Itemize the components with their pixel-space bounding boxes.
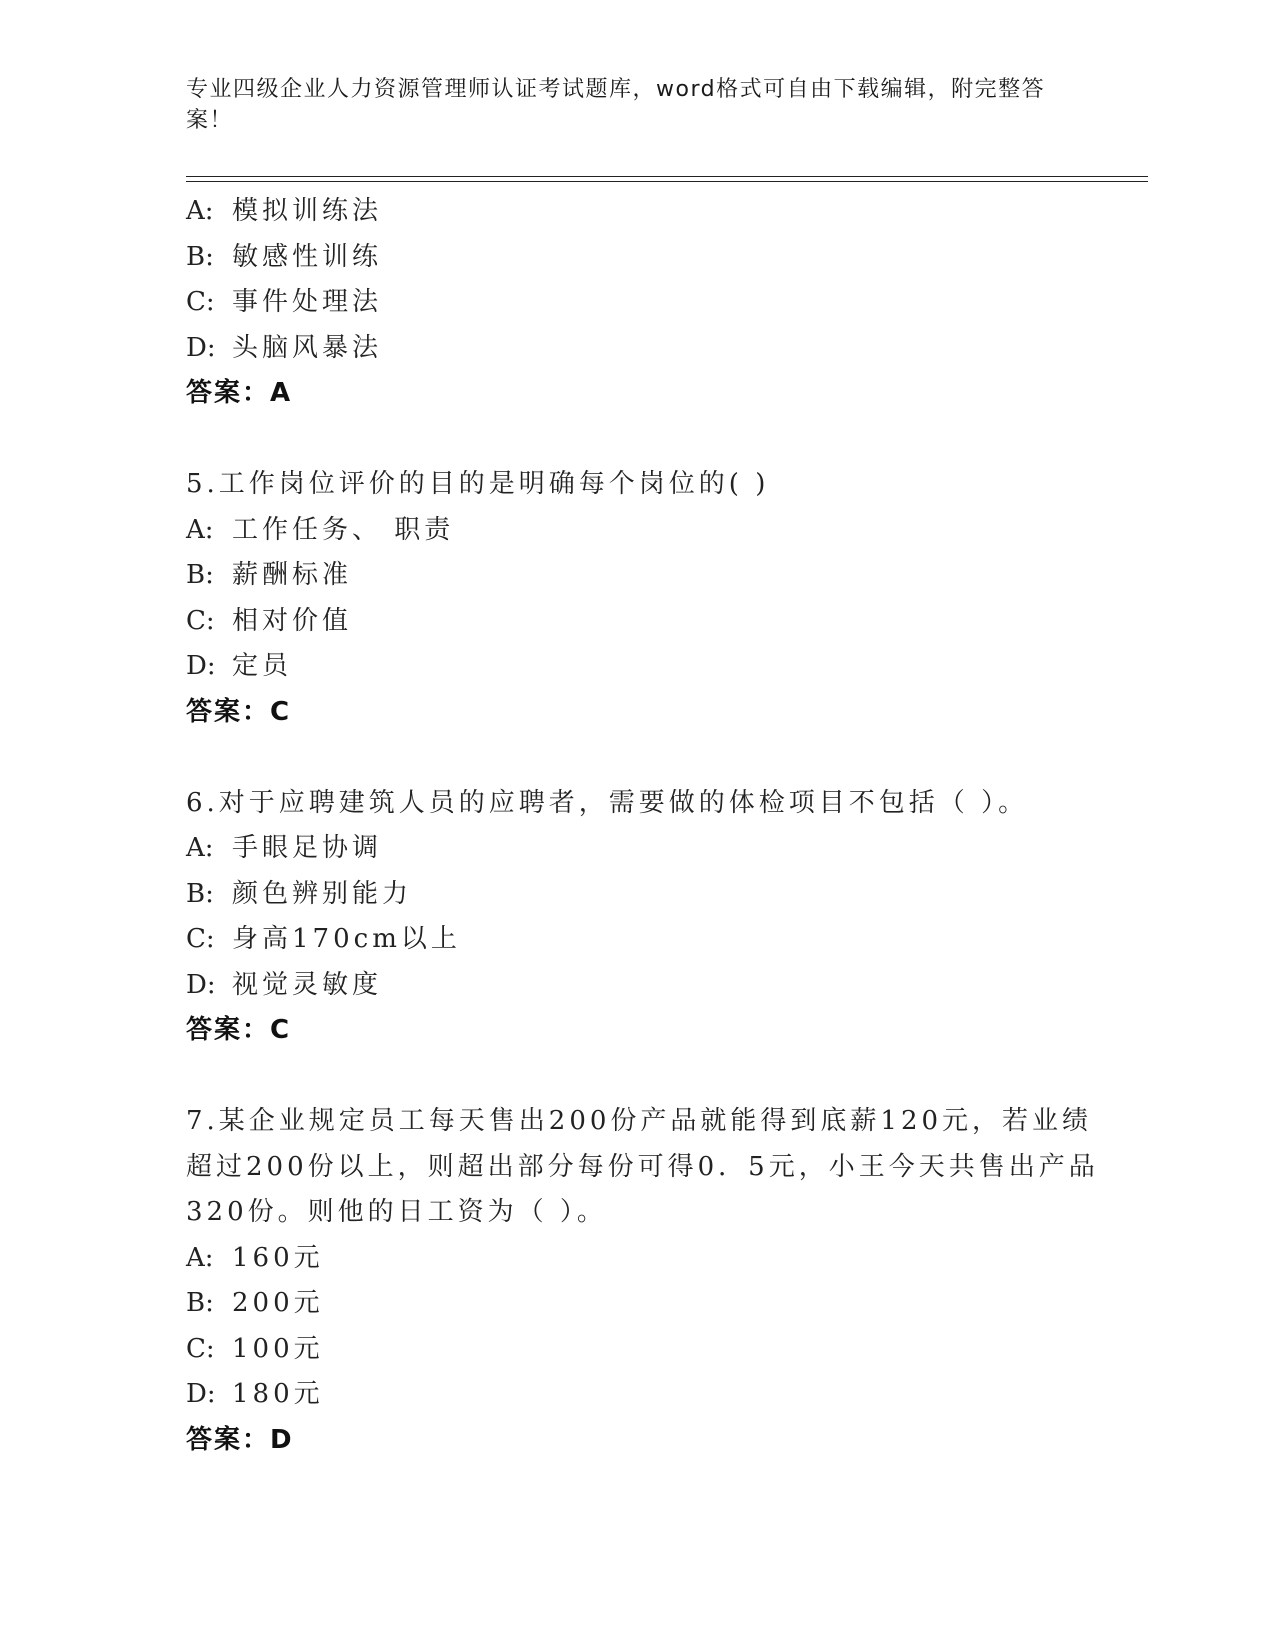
option-c — [186, 917, 1086, 963]
option-b — [186, 872, 1086, 918]
header-divider-bottom — [186, 181, 1148, 182]
option-letter: D: — [186, 332, 216, 363]
option-letter: C: — [186, 605, 215, 636]
option-text: 事件处理法 — [232, 287, 383, 317]
spacer — [186, 1054, 1086, 1100]
option-a — [186, 1236, 1086, 1282]
question-list — [186, 189, 1099, 1463]
answer: 答案：C — [186, 696, 292, 727]
option-text: 薪酬标准 — [232, 560, 353, 590]
option-text: 180元 — [232, 1379, 324, 1409]
option-c — [186, 1327, 1086, 1373]
option-text: 视觉灵敏度 — [232, 969, 383, 1000]
question-5 — [186, 462, 1086, 735]
option-letter: C: — [186, 1333, 215, 1364]
question-text-line-1: 7.某企业规定员工每天售出200份产品就能得到底薪120元，若业绩 — [186, 1106, 1093, 1136]
option-letter: D: — [186, 969, 216, 1000]
option-letter: B: — [186, 878, 214, 909]
option-letter: A: — [186, 833, 214, 863]
header-divider-top — [186, 176, 1148, 177]
option-d — [186, 963, 1086, 1009]
option-letter: B: — [186, 241, 214, 272]
option-letter: D: — [186, 1379, 216, 1409]
option-a — [186, 189, 1086, 235]
option-letter: A: — [186, 1242, 214, 1273]
option-text: 身高170cm以上 — [232, 924, 461, 954]
option-a — [186, 508, 1086, 554]
option-letter: D: — [186, 651, 216, 681]
question-text: 6.对于应聘建筑人员的应聘者，需要做的体检项目不包括（ ）。 — [186, 787, 1029, 818]
option-text: 手眼足协调 — [232, 833, 383, 863]
option-letter: C: — [186, 924, 215, 954]
option-letter: B: — [186, 560, 214, 590]
question-7 — [186, 1099, 1099, 1463]
document-header: 专业四级企业人力资源管理师认证考试题库，word格式可自由下载编辑，附完整答案！ — [186, 77, 1046, 133]
option-text: 敏感性训练 — [232, 241, 383, 272]
option-b — [186, 1281, 1086, 1327]
option-text: 200元 — [232, 1288, 324, 1318]
option-text: 相对价值 — [232, 605, 353, 636]
answer: 答案：C — [186, 1015, 292, 1045]
question-4 — [186, 189, 1086, 417]
option-text: 颜色辨别能力 — [232, 878, 413, 909]
question-text-line-3: 320份。则他的日工资为（ ）。 — [186, 1197, 607, 1227]
question-6 — [186, 781, 1086, 1054]
option-letter: B: — [186, 1288, 214, 1318]
option-letter: A: — [186, 514, 214, 545]
answer: 答案：D — [186, 1424, 294, 1455]
option-letter: A: — [186, 196, 214, 226]
option-b — [186, 235, 1086, 281]
question-text-line-2: 超过200份以上，则超出部分每份可得0．5元，小王今天共售出产品 — [186, 1151, 1099, 1182]
option-text: 160元 — [232, 1242, 324, 1273]
option-d — [186, 1372, 1086, 1418]
spacer — [186, 735, 1086, 781]
option-letter: C: — [186, 287, 215, 317]
option-a — [186, 826, 1086, 872]
question-text: 5.工作岗位评价的目的是明确每个岗位的( ) — [186, 469, 770, 499]
option-c — [186, 280, 1086, 326]
answer: 答案：A — [186, 378, 293, 408]
option-text: 定员 — [232, 651, 293, 681]
option-text: 工作任务、 职责 — [232, 514, 455, 545]
option-b — [186, 553, 1086, 599]
option-d — [186, 326, 1086, 372]
spacer — [186, 417, 1086, 463]
option-c — [186, 599, 1086, 645]
option-text: 模拟训练法 — [232, 196, 383, 226]
option-d — [186, 644, 1086, 690]
option-text: 100元 — [232, 1333, 324, 1364]
option-text: 头脑风暴法 — [232, 332, 383, 363]
